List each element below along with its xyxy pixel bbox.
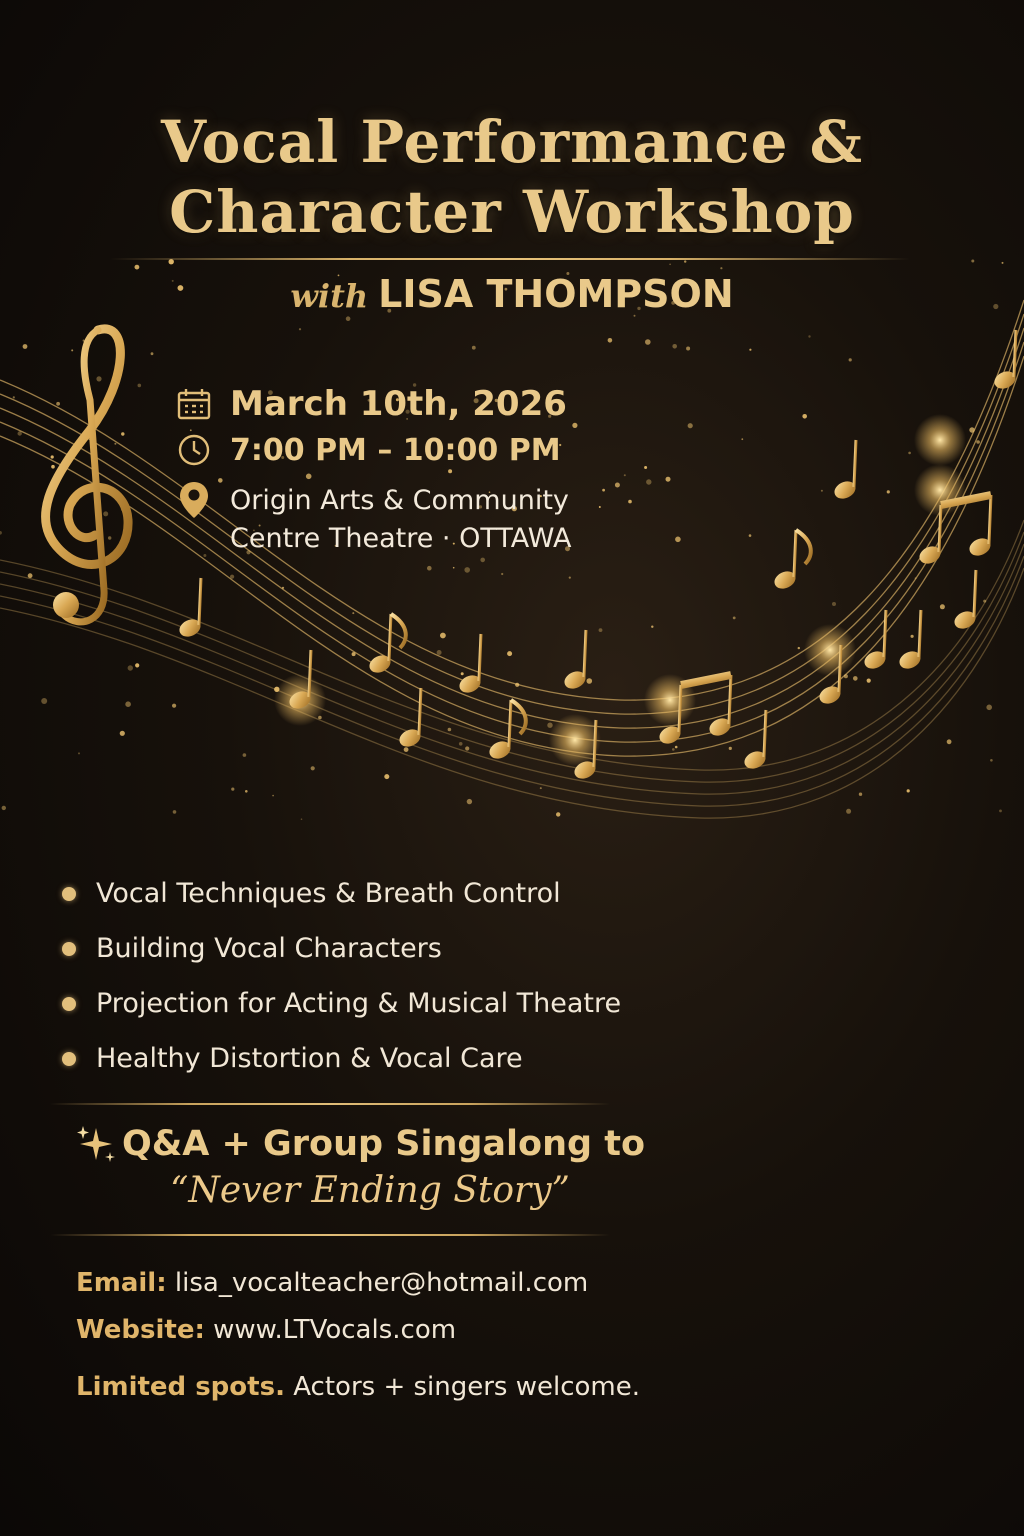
music-note-icon (992, 330, 1019, 392)
glow-spot (914, 414, 966, 466)
sparkle-dot (272, 795, 274, 797)
event-venue (230, 482, 571, 558)
topics-list (62, 866, 621, 1086)
sparkle-dot (599, 628, 603, 632)
sparkle-dot (999, 810, 1002, 813)
sparkle-dot (453, 567, 455, 569)
bullet-icon (62, 997, 76, 1011)
sparkle-dot (461, 672, 464, 675)
sparkle-dot (986, 705, 992, 711)
host-byline (0, 272, 1024, 316)
website-link[interactable]: www.LTVocals.com (213, 1315, 457, 1345)
sparkle-dot (352, 612, 354, 614)
sparkle-icon (74, 1122, 118, 1166)
sparkle-dot (440, 633, 446, 639)
topic-label: Building Vocal Characters (96, 933, 442, 964)
sparkle-dot (741, 438, 743, 440)
sparkle-dot (669, 264, 671, 266)
staff-lines (0, 300, 1024, 818)
sparkle-dot (0, 531, 2, 535)
sparkle-dot (624, 474, 626, 476)
sparkle-dot (572, 423, 577, 428)
sparkle-dot (311, 766, 315, 770)
sparkle-dot (686, 347, 690, 351)
time-row (176, 432, 561, 468)
sparkle-dot (135, 265, 140, 270)
sparkle-dot (675, 746, 678, 749)
sparkle-dot (78, 752, 80, 754)
sparkle-dot (867, 679, 871, 683)
sparkle-dot (853, 676, 858, 681)
sparkle-dot (749, 349, 751, 351)
sparkle-dot (120, 731, 125, 736)
sparkle-dot (13, 396, 15, 398)
sparkle-dot (644, 466, 647, 469)
sparkle-dot (672, 748, 675, 751)
sparkle-dot (41, 698, 47, 704)
sparkle-dot (940, 604, 945, 609)
topic-label: Projection for Acting & Musical Theatre (96, 988, 622, 1019)
venue-line-2: Centre Theatre · OTTAWA (230, 523, 572, 554)
sparkle-dot (645, 339, 651, 345)
sparkle-dot (688, 423, 693, 428)
sparkle-dot (128, 665, 133, 670)
sparkle-dot (190, 429, 192, 431)
list-item (62, 921, 621, 976)
sparkle-dot (547, 723, 552, 728)
sparkle-dot (808, 335, 810, 337)
sparkle-dot (459, 742, 463, 746)
sparkle-dot (467, 799, 472, 804)
sparkle-dot (114, 443, 116, 445)
music-note-icon (177, 578, 204, 640)
spots-text: Actors + singers welcome. (293, 1372, 641, 1402)
sparkle-dot (56, 402, 60, 406)
sparkle-dot (556, 812, 560, 816)
sparkle-dot (138, 384, 142, 388)
sparkle-dot (599, 506, 601, 508)
sparkle-dot (798, 647, 800, 649)
sparkle-dot (464, 567, 470, 573)
sparkle-dot (480, 558, 485, 563)
music-note-icon (772, 530, 811, 592)
website-line (76, 1315, 456, 1345)
event-date: March 10th, 2026 (230, 384, 567, 424)
bullet-icon (62, 1052, 76, 1066)
sparkle-dot (231, 788, 234, 791)
sparkle-dot (720, 267, 722, 269)
sparkle-dot (615, 483, 620, 488)
sparkle-dot (983, 600, 986, 603)
topic-label: Vocal Techniques & Breath Control (96, 878, 561, 909)
sparkle-dot (602, 489, 605, 492)
title-divider (110, 258, 910, 260)
sparkle-dot (472, 346, 476, 350)
sparkle-dot (666, 477, 671, 482)
sparkle-dot (135, 663, 139, 667)
sparkle-dot (18, 431, 22, 435)
sparkle-dot (608, 338, 613, 343)
sparkle-dot (465, 746, 469, 750)
sparkle-dot (733, 617, 736, 620)
sparkle-dot (915, 577, 917, 579)
qa-text: Q&A + Group Singalong to (122, 1124, 646, 1164)
title-line-2: Character Workshop (169, 178, 855, 246)
sparkle-dot (908, 452, 911, 455)
sparkle-dot (515, 683, 519, 687)
sparkle-dot (103, 511, 108, 516)
title-line-1: Vocal Performance & (160, 108, 864, 176)
music-note-icon (562, 630, 589, 692)
staff-line (0, 568, 1024, 818)
sparkle-dot (821, 490, 823, 492)
sparkle-dot (299, 328, 301, 330)
sparkle-dot (729, 747, 732, 750)
sparkle-dot (2, 806, 6, 810)
website-label: Website: (76, 1315, 205, 1345)
music-note-icon (952, 570, 979, 632)
location-pin-icon (176, 482, 212, 518)
host-name: LISA THOMPSON (378, 272, 734, 316)
sparkle-dot (887, 490, 890, 493)
music-note-icon (367, 614, 406, 676)
list-item (62, 1031, 621, 1086)
sparkle-dot (911, 635, 914, 638)
glow-spot (804, 624, 856, 676)
email-line (76, 1268, 588, 1298)
spots-line (76, 1372, 640, 1402)
sparkle-dot (346, 316, 351, 321)
sparkle-dot (859, 793, 862, 796)
sparkle-dot (384, 774, 389, 779)
sparkle-dot (125, 701, 131, 707)
music-note-icon (742, 710, 769, 772)
sparkle-dot (243, 753, 247, 757)
sparkle-dot (121, 432, 124, 435)
sparkle-dot (448, 469, 452, 473)
sparkle-dot (172, 704, 176, 708)
sparkle-dot (306, 474, 312, 480)
song-title: “Never Ending Story” (170, 1170, 570, 1211)
sparkle-dot (672, 344, 677, 349)
sparkle-dot (849, 358, 852, 361)
sparkle-dot (844, 674, 848, 678)
sparkle-dot (646, 479, 651, 484)
sparkle-dot (230, 575, 234, 579)
sparkle-dot (448, 728, 452, 732)
list-item (62, 866, 621, 921)
sparkle-dot (173, 810, 177, 814)
email-value[interactable]: lisa_vocalteacher@hotmail.com (174, 1268, 589, 1298)
spots-label: Limited spots. (76, 1372, 285, 1402)
calendar-icon (176, 386, 212, 422)
sparkle-dot (976, 440, 980, 444)
qa-highlight (74, 1122, 645, 1166)
topic-label: Healthy Distortion & Vocal Care (96, 1043, 523, 1074)
sparkle-dot (352, 652, 356, 656)
list-item (62, 976, 621, 1031)
music-note-icon (832, 440, 859, 502)
treble-clef-icon (46, 329, 129, 622)
music-note-icon (897, 610, 924, 672)
sparkle-dot (28, 573, 33, 578)
sparkle-dot (990, 759, 993, 762)
sparkle-dot (301, 818, 303, 820)
event-time: 7:00 PM – 10:00 PM (230, 432, 561, 468)
sparkle-dot (282, 587, 284, 589)
sparkle-dot (23, 344, 28, 349)
sparkle-dot (651, 626, 653, 628)
sparkle-dot (675, 537, 681, 543)
venue-line-1: Origin Arts & Community (230, 485, 569, 516)
staff-line (0, 544, 1024, 794)
sparkle-dot (96, 376, 101, 381)
sparkle-dot (587, 678, 593, 684)
sparkle-dot (540, 787, 542, 789)
sparkle-dot (969, 427, 974, 432)
sparkle-dot (437, 650, 442, 655)
sparkle-dot (71, 349, 73, 351)
email-label: Email: (76, 1268, 167, 1298)
sparkle-dot (245, 790, 248, 793)
sparkle-dot (684, 260, 686, 262)
clock-icon (176, 432, 212, 468)
sparkle-dot (569, 577, 571, 579)
sparkle-dot (802, 414, 807, 419)
bullet-icon (62, 887, 76, 901)
sparkle-dot (51, 455, 54, 458)
section-divider (50, 1234, 610, 1236)
sparkle-dot (501, 573, 503, 575)
sparkle-dot (108, 536, 111, 539)
byline-with: with (290, 277, 369, 315)
sparkle-dot (832, 602, 836, 606)
sparkle-dot (151, 352, 154, 355)
sparkle-dot (404, 747, 409, 752)
sparkle-dot (1002, 262, 1004, 264)
sparkle-dot (628, 500, 632, 504)
sparkle-dot (749, 534, 752, 537)
venue-row (176, 482, 571, 558)
date-row (176, 384, 567, 424)
sparkle-dot (427, 566, 432, 571)
sparkle-dot (907, 789, 910, 792)
sparkle-dot (507, 651, 512, 656)
sparkle-dot (846, 809, 851, 814)
sparkle-dot (947, 739, 952, 744)
sparkle-dot (51, 465, 55, 469)
bullet-icon (62, 942, 76, 956)
section-divider (50, 1103, 610, 1105)
sparkle-dot (971, 260, 974, 263)
